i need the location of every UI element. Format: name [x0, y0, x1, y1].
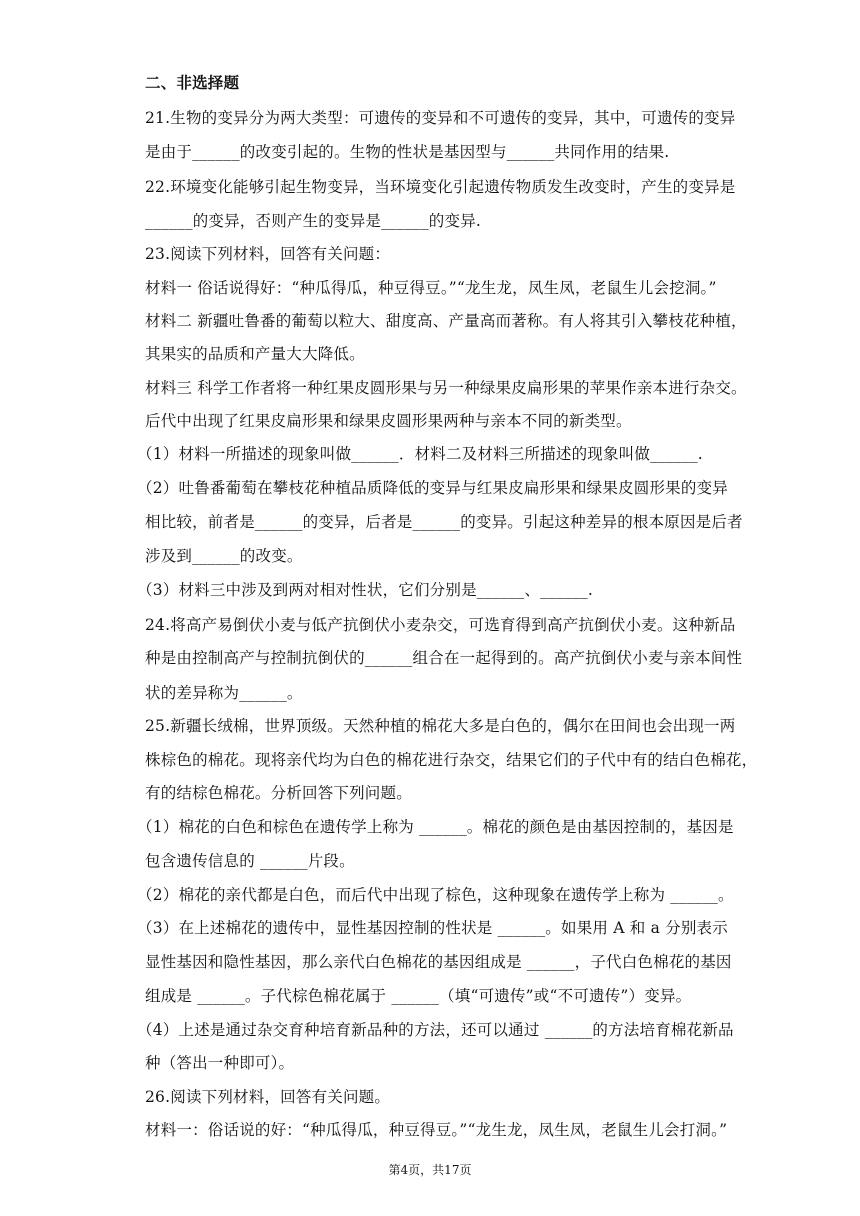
text-line: 有的结棕色棉花。分析回答下列问题。	[145, 784, 412, 802]
text-line: 包含遗传信息的 ______片段。	[145, 852, 355, 870]
text-line: ______的变异，否则产生的变异是______的变异.	[145, 212, 482, 230]
text-line: 25.新疆长绒棉，世界顶级。天然种植的棉花大多是白色的，偶尔在田间也会出现一两	[145, 717, 736, 735]
text-line: 26.阅读下列材料，回答有关问题。	[145, 1088, 391, 1106]
text-line: 株棕色的棉花。现将亲代均为白色的棉花进行杂交，结果它们的子代中有的结白色棉花，	[145, 751, 758, 769]
text-line: 状的差异称为______。	[145, 684, 303, 702]
text-line: 后代中出现了红果皮扁形果和绿果皮圆形果两种与亲本不同的新类型。	[145, 412, 632, 430]
text-line: （3）在上述棉花的遗传中，显性基因控制的性状是 ______。如果用 A 和 a 分别表示	[137, 919, 728, 937]
page-number: 第4页，共17页	[388, 1163, 472, 1177]
text-line: 显性基因和隐性基因，那么亲代白色棉花的基因组成是 ______，子代白色棉花的基因	[145, 953, 732, 971]
text-line: 22.环境变化能够引起生物变异，当环境变化引起遗传物质发生改变时，产生的变异是	[145, 178, 736, 196]
text-line: 21.生物的变异分为两大类型：可遗传的变异和不可遗传的变异，其中，可遗传的变异	[145, 109, 736, 127]
text-line: 材料三 科学工作者将一种红果皮圆形果与另一种绿果皮扁形果的苹果作亲本进行杂交。	[145, 379, 747, 397]
text-line: 其果实的品质和产量大大降低。	[145, 345, 365, 363]
text-line: 种是由控制高产与控制抗倒伏的______组合在一起得到的。高产抗倒伏小麦与亲本间性	[145, 649, 743, 667]
section-heading: 二、非选择题	[145, 74, 240, 92]
text-line: 种（答出一种即可）。	[145, 1054, 295, 1072]
text-line: 是由于______的改变引起的。生物的性状是基因型与______共同作用的结果.	[145, 143, 670, 161]
text-line: （1）材料一所描述的现象叫做______．材料二及材料三所描述的现象叫做______.	[137, 445, 703, 463]
text-line: 24.将高产易倒伏小麦与低产抗倒伏小麦杂交，可选育得到高产抗倒伏小麦。这种新品	[145, 616, 736, 634]
text-line: 23.阅读下列材料，回答有关问题：	[145, 245, 391, 263]
text-line: 材料二 新疆吐鲁番的葡萄以粒大、甜度高、产量高而著称。有人将其引入攀枝花种植，	[145, 312, 747, 330]
text-line: （2）棉花的亲代都是白色，而后代中出现了棕色，这种现象在遗传学上称为 ______。	[137, 886, 734, 904]
text-line: 材料一 俗话说得好：“种瓜得瓜，种豆得豆。”“龙生龙，凤生凤，老鼠生儿会挖洞。”	[145, 279, 717, 297]
text-line: 组成是 ______。子代棕色棉花属于 ______（填“可遗传”或“不可遗传”）变异。	[145, 987, 692, 1005]
text-line: 相比较，前者是______的变异，后者是______的变异。引起这种差异的根本原因是后者	[145, 513, 743, 531]
text-line: （1）棉花的白色和棕色在遗传学上称为 ______。棉花的颜色是由基因控制的，基因是	[137, 818, 734, 836]
text-line: 材料一：俗话说的好：“种瓜得瓜，种豆得豆。”“龙生龙，凤生凤，老鼠生儿会打洞。”	[145, 1121, 728, 1139]
text-line: （3）材料三中涉及到两对相对性状，它们分别是______、______.	[137, 581, 593, 599]
text-line: （2）吐鲁番葡萄在攀枝花种植品质降低的变异与红果皮扁形果和绿果皮圆形果的变异	[137, 479, 728, 497]
text-line: （4）上述是通过杂交育种培育新品种的方法，还可以通过 ______的方法培育棉花新品	[137, 1021, 734, 1039]
text-line: 涉及到______的改变。	[145, 547, 303, 565]
